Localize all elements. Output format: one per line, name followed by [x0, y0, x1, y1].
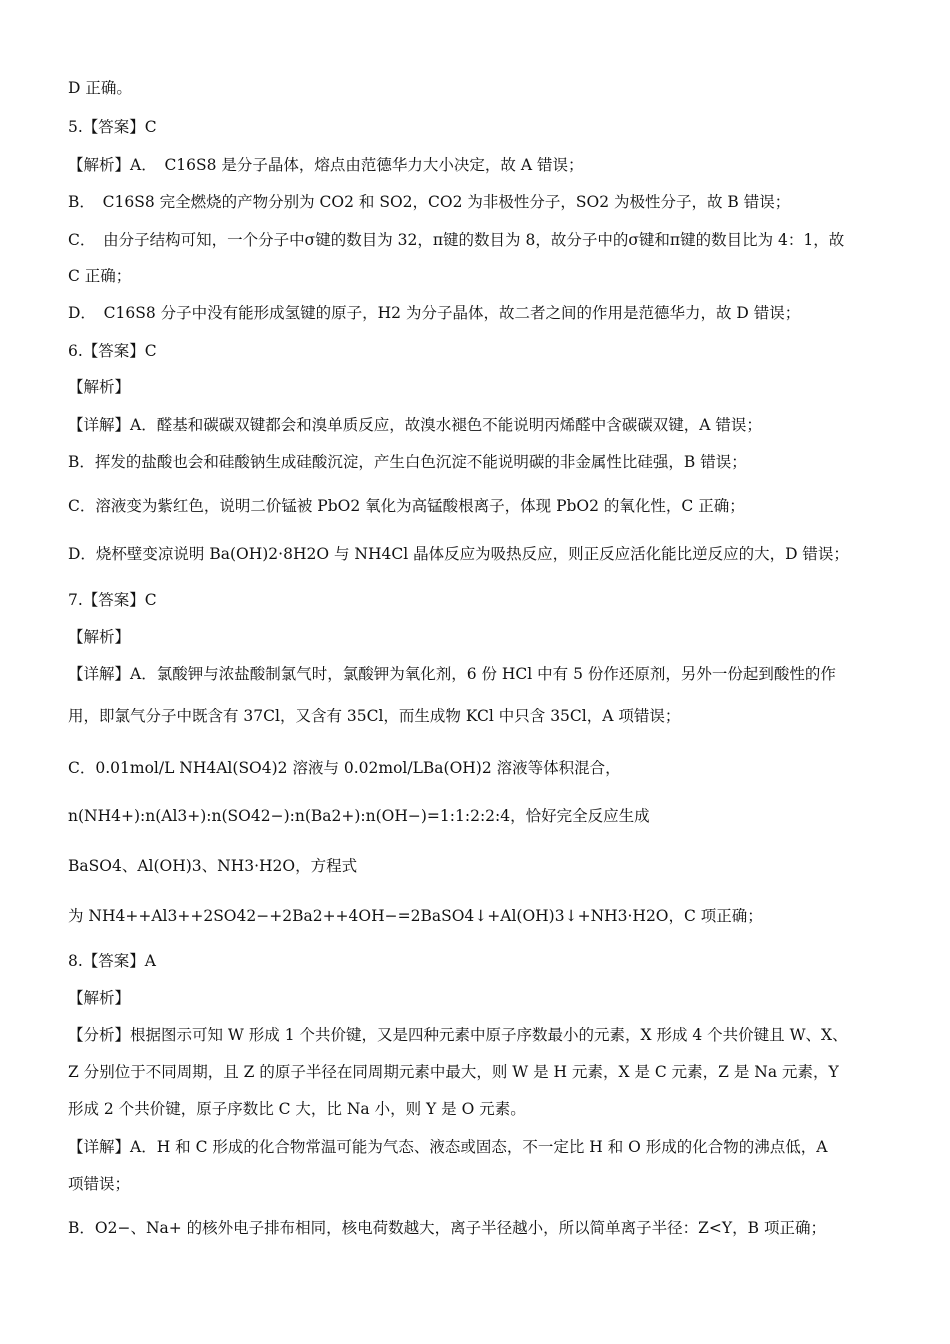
text-line: 【详解】A．氯酸钾与浓盐酸制氯气时，氯酸钾为氧化剂，6 份 HCl 中有 5 份作还原剂，另外一份起到酸性的作 — [68, 665, 836, 683]
text-line: B．O2−、Na+ 的核外电子排布相同，核电荷数越大，离子半径越小，所以简单离子半径：Z<Y，B 项正确； — [68, 1219, 826, 1237]
formula-line: C．0.01mol/L NH4Al(SO4)2 溶液与 0.02mol/LBa(OH)2 溶液等体积混合， — [68, 759, 621, 777]
formula-line: 为 NH4++Al3++2SO42−+2Ba2++4OH−=2BaSO4↓+Al(OH)3↓+NH3·H2O，C 项正确； — [68, 907, 763, 925]
text-line: C． 由分子结构可知，一个分子中σ键的数目为 32，π键的数目为 8，故分子中的σ键和π键的数目比为 4：1，故 — [68, 231, 845, 249]
answer-heading-5: 5.【答案】C — [68, 118, 157, 136]
analysis-label: 【解析】 — [68, 378, 131, 396]
text-line: D．烧杯壁变凉说明 Ba(OH)2·8H2O 与 NH4Cl 晶体反应为吸热反应，则正反应活化能比逆反应的大，D 错误； — [68, 545, 849, 563]
text-line: 用，即氯气分子中既含有 37Cl，又含有 35Cl，而生成物 KCl 中只含 35Cl，A 项错误； — [68, 707, 681, 725]
text-line: D． C16S8 分子中没有能形成氢键的原子，H2 为分子晶体，故二者之间的作用是范德华力，故 D 错误； — [68, 304, 801, 322]
text-line: C 正确； — [68, 267, 132, 285]
answer-heading-6: 6.【答案】C — [68, 342, 157, 360]
text-line: D 正确。 — [68, 79, 132, 97]
text-line: 项错误； — [68, 1175, 131, 1193]
text-line: 【分析】根据图示可知 W 形成 1 个共价键，又是四种元素中原子序数最小的元素，X 形成 4 个共价键且 W、X、 — [68, 1026, 848, 1044]
text-line: 【详解】A．H 和 C 形成的化合物常温可能为气态、液态或固态，不一定比 H 和 O 形成的化合物的沸点低，A — [68, 1138, 828, 1156]
analysis-label: 【解析】 — [68, 628, 131, 646]
text-line: 形成 2 个共价键，原子序数比 C 大，比 Na 小，则 Y 是 O 元素。 — [68, 1100, 526, 1118]
text-line: C．溶液变为紫红色，说明二价锰被 PbO2 氧化为高锰酸根离子，体现 PbO2 的氧化性，C 正确； — [68, 497, 745, 515]
analysis-label: 【解析】 — [68, 989, 131, 1007]
text-line: B． C16S8 完全燃烧的产物分别为 CO2 和 SO2，CO2 为非极性分子，SO2 为极性分子，故 B 错误； — [68, 193, 791, 211]
answer-heading-7: 7.【答案】C — [68, 591, 157, 609]
text-line: 【解析】A． C16S8 是分子晶体，熔点由范德华力大小决定，故 A 错误； — [68, 156, 584, 174]
answer-heading-8: 8.【答案】A — [68, 952, 156, 970]
text-line: Z 分别位于不同周期，且 Z 的原子半径在同周期元素中最大，则 W 是 H 元素，X 是 C 元素，Z 是 Na 元素，Y — [68, 1063, 839, 1081]
formula-line: n(NH4+):n(Al3+):n(SO42−):n(Ba2+):n(OH−)=1:1:2:2:4，恰好完全反应生成 — [68, 807, 650, 825]
text-line: 【详解】A．醛基和碳碳双键都会和溴单质反应，故溴水褪色不能说明丙烯醛中含碳碳双键，A 错误； — [68, 416, 762, 434]
text-line: B．挥发的盐酸也会和硅酸钠生成硅酸沉淀，产生白色沉淀不能说明碳的非金属性比硅强，B 错误； — [68, 453, 747, 471]
formula-line: BaSO4、Al(OH)3、NH3·H2O，方程式 — [68, 857, 358, 875]
